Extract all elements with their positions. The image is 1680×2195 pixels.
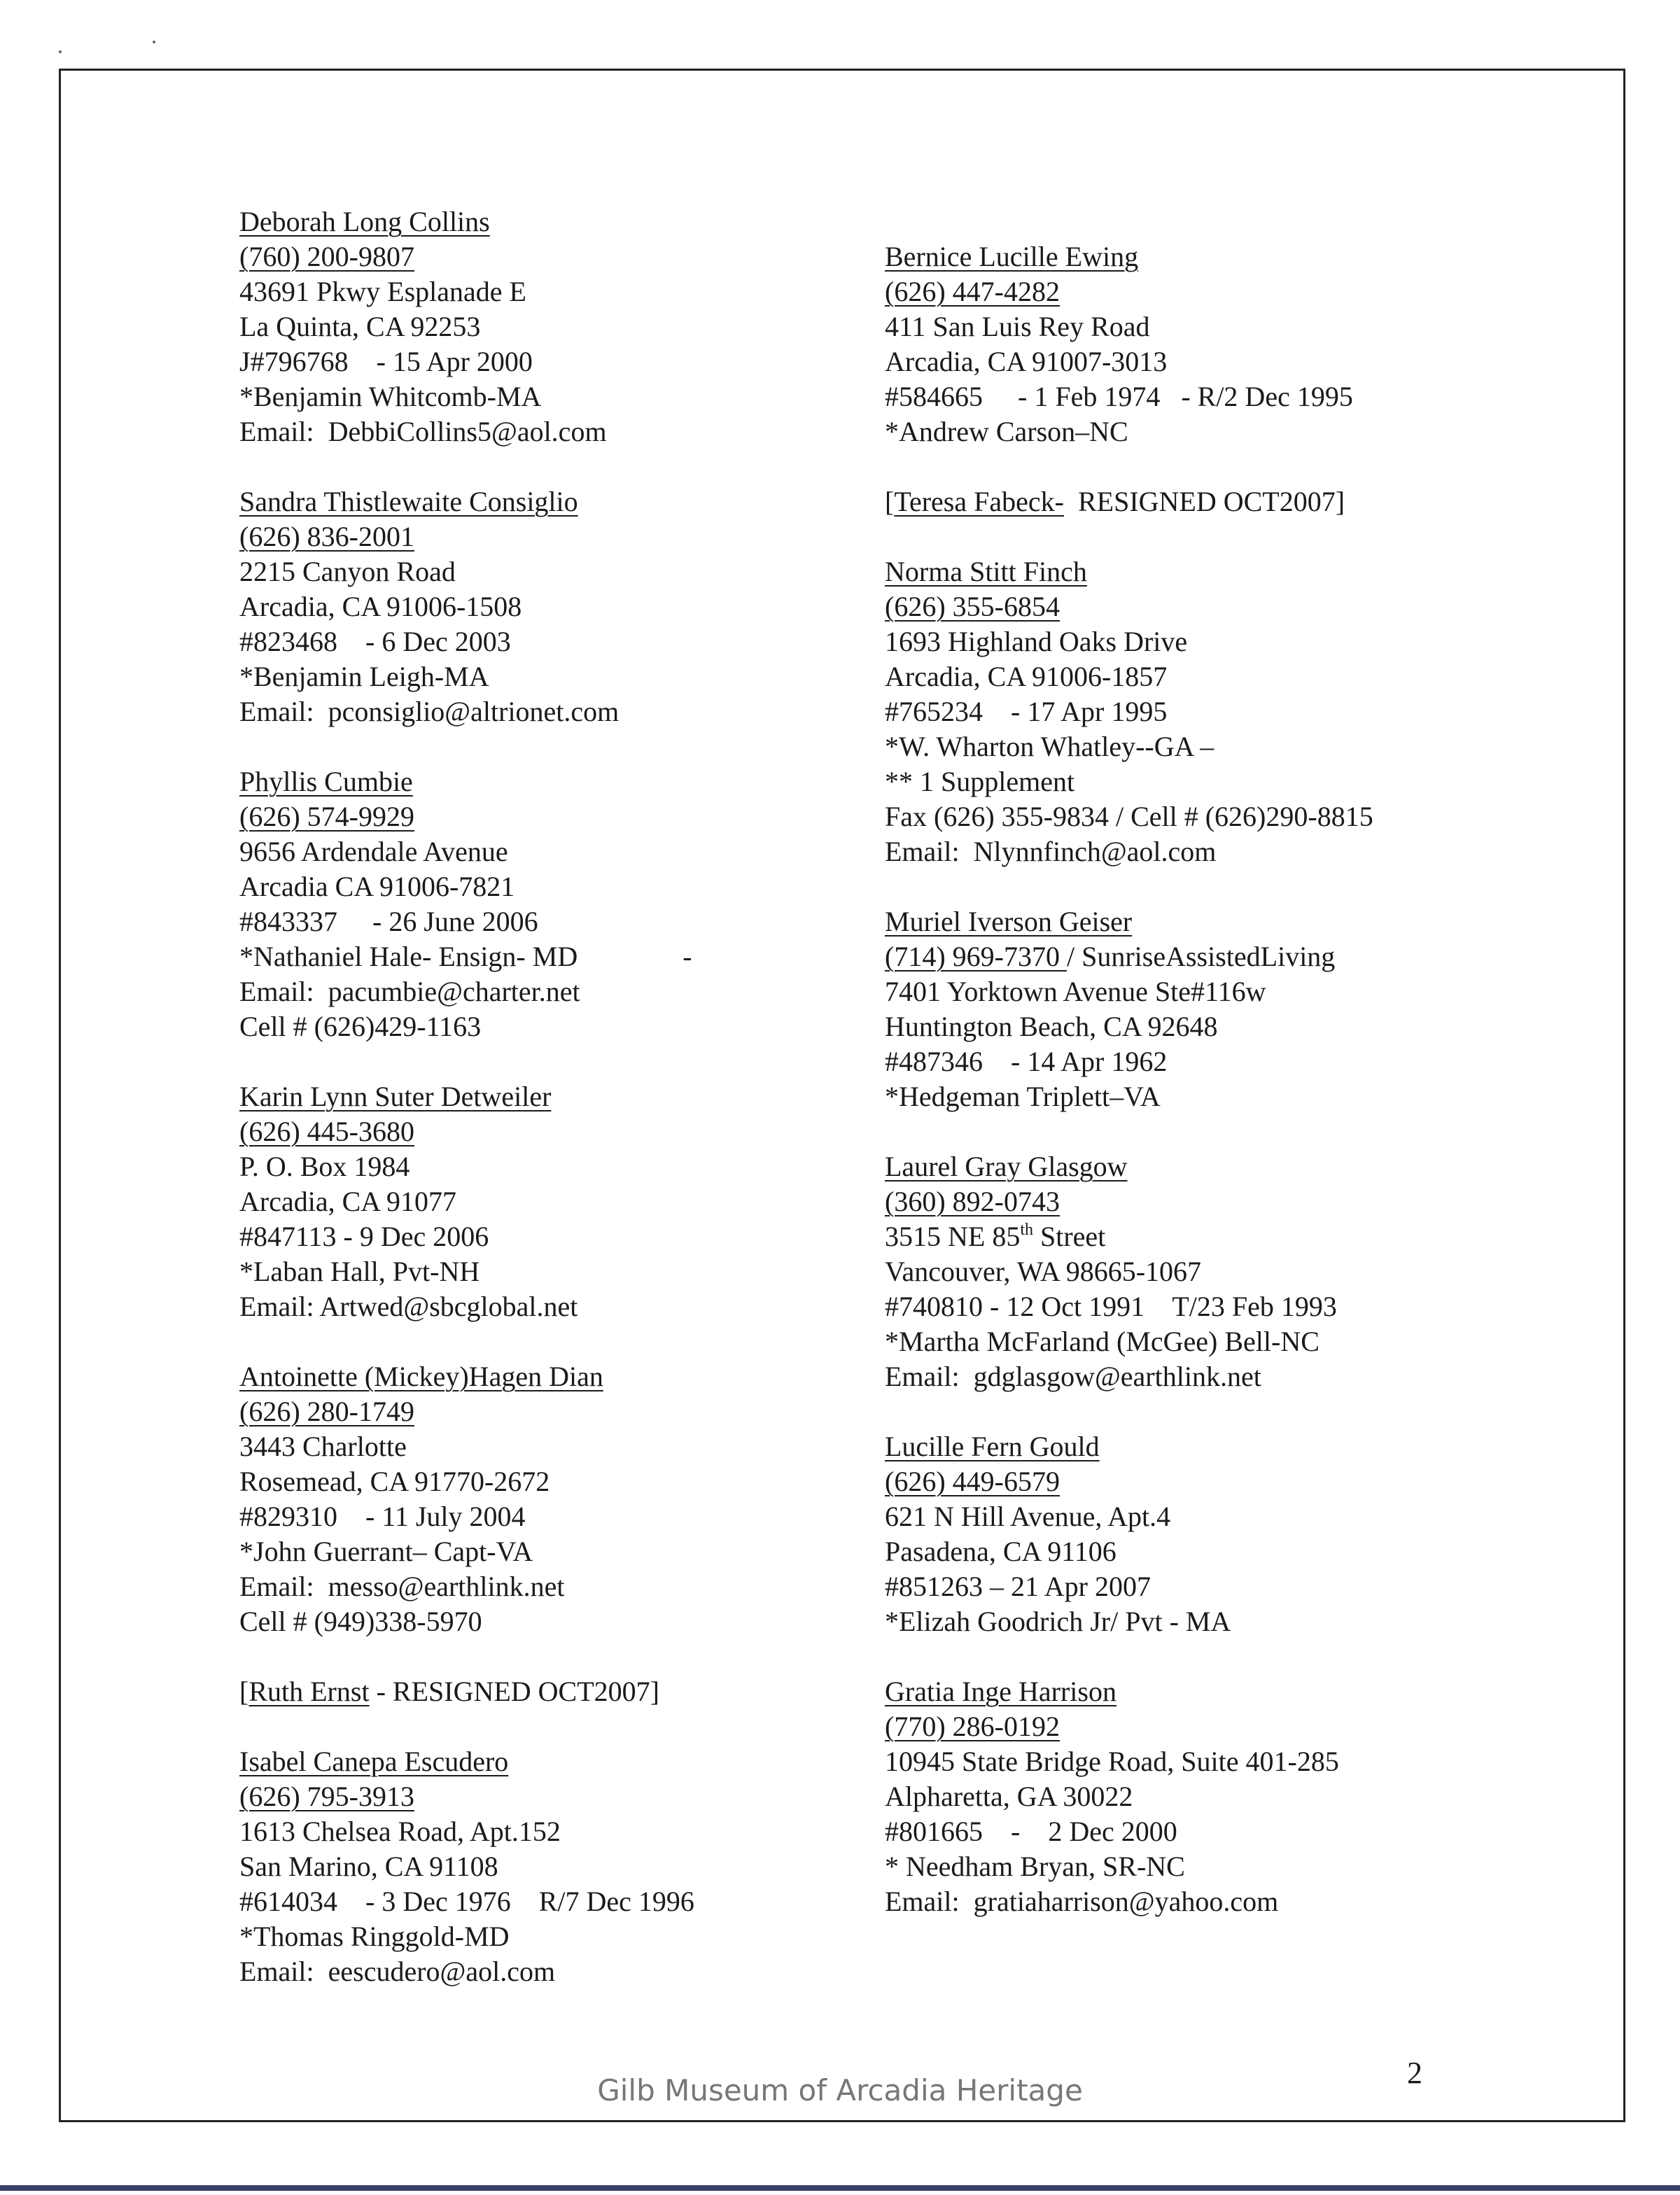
member-name: Norma Stitt Finch bbox=[885, 556, 1087, 587]
patriot-ancestor: *Nathaniel Hale- Ensign- MD - bbox=[239, 941, 692, 972]
member-phone: (626) 795-3913 bbox=[239, 1781, 414, 1812]
resigned-note bbox=[885, 484, 1473, 519]
address-line bbox=[885, 1219, 1473, 1254]
city-line: La Quinta, CA 92253 bbox=[239, 311, 481, 342]
address-line: 3443 Charlotte bbox=[239, 1431, 407, 1462]
patriot-ancestor: *Martha McFarland (McGee) Bell-NC bbox=[885, 1326, 1320, 1357]
member-name: Phyllis Cumbie bbox=[239, 766, 413, 797]
member-phone: (626) 449-6579 bbox=[885, 1466, 1060, 1497]
bracket-open: [ bbox=[239, 1676, 249, 1707]
patriot-ancestor: *Benjamin Leigh-MA bbox=[239, 661, 489, 692]
member-phone: (360) 892-0743 bbox=[885, 1186, 1060, 1217]
cell-line: Cell # (949)338-5970 bbox=[239, 1606, 482, 1637]
street-number: 3515 NE 85 bbox=[885, 1221, 1021, 1252]
street-type: Street bbox=[1033, 1221, 1106, 1252]
membership-number: #829310 - 11 July 2004 bbox=[239, 1501, 526, 1532]
member-entry bbox=[239, 484, 827, 729]
member-phone: (714) 969-7370 bbox=[885, 941, 1067, 972]
resigned-text: - RESIGNED OCT2007] bbox=[369, 1676, 659, 1707]
scan-edge bbox=[0, 2185, 1680, 2191]
supplement-line: ** 1 Supplement bbox=[885, 766, 1075, 797]
email-line: Email: Nlynnfinch@aol.com bbox=[885, 836, 1217, 867]
city-line: Huntington Beach, CA 92648 bbox=[885, 1011, 1218, 1042]
membership-number: #487346 - 14 Apr 1962 bbox=[885, 1046, 1168, 1077]
member-name: Muriel Iverson Geiser bbox=[885, 906, 1133, 937]
membership-number: #584665 - 1 Feb 1974 - R/2 Dec 1995 bbox=[885, 381, 1353, 412]
scan-speck bbox=[153, 41, 155, 43]
city-line: Arcadia, CA 91007-3013 bbox=[885, 346, 1168, 377]
email-line: Email: pconsiglio@altrionet.com bbox=[239, 696, 620, 727]
member-name: Bernice Lucille Ewing bbox=[885, 241, 1139, 272]
membership-number: #843337 - 26 June 2006 bbox=[239, 906, 538, 937]
member-name: Sandra Thistlewaite Consiglio bbox=[239, 486, 578, 517]
patriot-ancestor: *Benjamin Whitcomb-MA bbox=[239, 381, 542, 412]
member-name: Deborah Long Collins bbox=[239, 206, 490, 237]
patriot-ancestor: * Needham Bryan, SR-NC bbox=[885, 1851, 1185, 1882]
member-name: Teresa Fabeck- bbox=[894, 486, 1064, 517]
member-name: Antoinette (Mickey)Hagen Dian bbox=[239, 1361, 603, 1392]
patriot-ancestor: *Laban Hall, Pvt-NH bbox=[239, 1256, 480, 1287]
city-line: Arcadia, CA 91006-1508 bbox=[239, 591, 522, 622]
footer-watermark: Gilb Museum of Arcadia Heritage bbox=[597, 2073, 1083, 2108]
member-name: Ruth Ernst bbox=[248, 1676, 370, 1707]
member-phone: (626) 355-6854 bbox=[885, 591, 1060, 622]
email-line: Email: gdglasgow@earthlink.net bbox=[885, 1361, 1261, 1392]
phone-line bbox=[885, 939, 1473, 974]
member-entry bbox=[885, 1674, 1473, 1919]
member-entry bbox=[885, 1149, 1473, 1394]
member-phone: (760) 200-9807 bbox=[239, 241, 414, 272]
patriot-ancestor: *John Guerrant– Capt-VA bbox=[239, 1536, 533, 1567]
member-phone: (626) 836-2001 bbox=[239, 521, 414, 552]
city-line: Pasadena, CA 91106 bbox=[885, 1536, 1116, 1567]
resigned-text: RESIGNED OCT2007] bbox=[1063, 486, 1345, 517]
membership-number: #823468 - 6 Dec 2003 bbox=[239, 626, 511, 657]
address-line: 2215 Canyon Road bbox=[239, 556, 456, 587]
email-line: Email: eescudero@aol.com bbox=[239, 1956, 556, 1987]
member-name: Karin Lynn Suter Detweiler bbox=[239, 1081, 552, 1112]
address-line: 1693 Highland Oaks Drive bbox=[885, 626, 1188, 657]
directory-column-right bbox=[885, 239, 1473, 1954]
member-phone: (626) 280-1749 bbox=[239, 1396, 414, 1427]
address-line: 43691 Pkwy Esplanade E bbox=[239, 276, 526, 307]
member-phone: (626) 574-9929 bbox=[239, 801, 414, 832]
city-line: Arcadia, CA 91077 bbox=[239, 1186, 456, 1217]
cell-line: Cell # (626)429-1163 bbox=[239, 1011, 482, 1042]
address-line: 1613 Chelsea Road, Apt.152 bbox=[239, 1816, 561, 1847]
patriot-ancestor: *Andrew Carson–NC bbox=[885, 416, 1128, 447]
membership-number: #801665 - 2 Dec 2000 bbox=[885, 1816, 1177, 1847]
membership-number: #765234 - 17 Apr 1995 bbox=[885, 696, 1168, 727]
resigned-entry bbox=[885, 484, 1473, 519]
email-line: Email: gratiaharrison@yahoo.com bbox=[885, 1886, 1279, 1917]
member-name: Laurel Gray Glasgow bbox=[885, 1151, 1128, 1182]
member-phone: (626) 445-3680 bbox=[239, 1116, 414, 1147]
resigned-note bbox=[239, 1674, 827, 1709]
member-entry bbox=[239, 204, 827, 449]
city-line: San Marino, CA 91108 bbox=[239, 1851, 498, 1882]
city-line: Vancouver, WA 98665-1067 bbox=[885, 1256, 1202, 1287]
directory-column-left bbox=[239, 204, 827, 2024]
resigned-entry bbox=[239, 1674, 827, 1709]
member-entry bbox=[239, 1744, 827, 1989]
fax-cell-line: Fax (626) 355-9834 / Cell # (626)290-8815 bbox=[885, 801, 1373, 832]
patriot-ancestor: *Hedgeman Triplett–VA bbox=[885, 1081, 1161, 1112]
membership-number: #851263 – 21 Apr 2007 bbox=[885, 1571, 1151, 1602]
city-line: Alpharetta, GA 30022 bbox=[885, 1781, 1133, 1812]
member-entry bbox=[239, 1079, 827, 1324]
member-name: Isabel Canepa Escudero bbox=[239, 1746, 509, 1777]
membership-number: #740810 - 12 Oct 1991 T/23 Feb 1993 bbox=[885, 1291, 1337, 1322]
member-entry bbox=[885, 239, 1473, 449]
member-phone: (770) 286-0192 bbox=[885, 1711, 1060, 1742]
member-entry bbox=[239, 1359, 827, 1639]
page-number: 2 bbox=[1407, 2056, 1422, 2090]
membership-number: #847113 - 9 Dec 2006 bbox=[239, 1221, 489, 1252]
member-name: Lucille Fern Gould bbox=[885, 1431, 1100, 1462]
scan-speck bbox=[59, 50, 62, 53]
member-entry bbox=[885, 904, 1473, 1114]
membership-number: J#796768 - 15 Apr 2000 bbox=[239, 346, 533, 377]
member-entry bbox=[885, 554, 1473, 869]
patriot-ancestor: *Thomas Ringgold-MD bbox=[239, 1921, 510, 1952]
city-line: Arcadia CA 91006-7821 bbox=[239, 871, 515, 902]
phone-note: / SunriseAssistedLiving bbox=[1066, 941, 1336, 972]
email-line: Email: messo@earthlink.net bbox=[239, 1571, 565, 1602]
address-line: 7401 Yorktown Avenue Ste#116w bbox=[885, 976, 1266, 1007]
patriot-ancestor: *W. Wharton Whatley--GA – bbox=[885, 731, 1214, 762]
email-line: Email: pacumbie@charter.net bbox=[239, 976, 580, 1007]
membership-number: #614034 - 3 Dec 1976 R/7 Dec 1996 bbox=[239, 1886, 694, 1917]
address-line: 411 San Luis Rey Road bbox=[885, 311, 1150, 342]
address-line: 10945 State Bridge Road, Suite 401-285 bbox=[885, 1746, 1339, 1777]
address-line: 9656 Ardendale Avenue bbox=[239, 836, 508, 867]
member-entry bbox=[885, 1429, 1473, 1639]
address-line: 621 N Hill Avenue, Apt.4 bbox=[885, 1501, 1171, 1532]
city-line: Arcadia, CA 91006-1857 bbox=[885, 661, 1168, 692]
email-line: Email: Artwed@sbcglobal.net bbox=[239, 1291, 578, 1322]
bracket-open: [ bbox=[885, 486, 895, 517]
email-line: Email: DebbiCollins5@aol.com bbox=[239, 416, 607, 447]
member-phone: (626) 447-4282 bbox=[885, 276, 1060, 307]
address-line: P. O. Box 1984 bbox=[239, 1151, 410, 1182]
member-entry bbox=[239, 764, 827, 1044]
member-name: Gratia Inge Harrison bbox=[885, 1676, 1116, 1707]
patriot-ancestor: *Elizah Goodrich Jr/ Pvt - MA bbox=[885, 1606, 1231, 1637]
city-line: Rosemead, CA 91770-2672 bbox=[239, 1466, 550, 1497]
street-suffix: th bbox=[1020, 1221, 1033, 1239]
